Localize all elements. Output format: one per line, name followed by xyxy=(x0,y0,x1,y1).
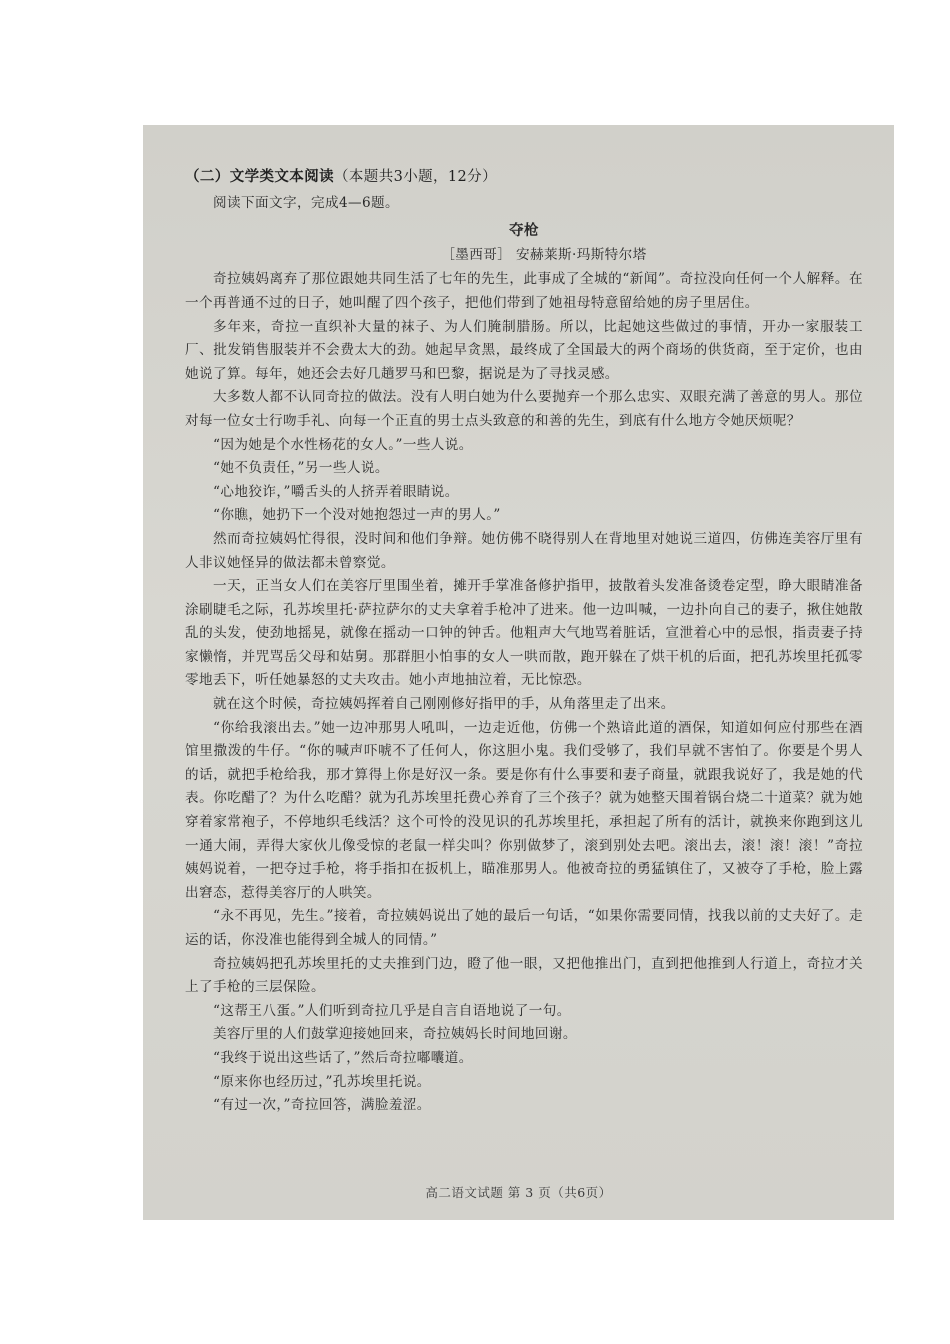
story-paragraph: 多年来，奇拉一直织补大量的袜子、为人们腌制腊肠。所以，比起她这些做过的事情，开办一家服装工厂、批发销售服装并不会费太大的劲。她起早贪黑，最终成了全国最大的两个商场的供货商，至于定价，也由她说了算。每年，她还会去好几趟罗马和巴黎，据说是为了寻找灵感。 xyxy=(185,318,863,382)
story-paragraph: 奇拉姨妈离弃了那位跟她共同生活了七年的先生，此事成了全城的“新闻”。奇拉没向任何一个人解释。在一个再普通不过的日子，她叫醒了四个孩子，把他们带到了她祖母特意留给她的房子里居住。 xyxy=(185,271,863,311)
reading-instruction: 阅读下面文字，完成4—6题。 xyxy=(213,194,400,211)
story-paragraph: 大多数人都不认同奇拉的做法。没有人明白她为什么要抛弃一个那么忠实、双眼充满了善意的男人。那位对每一位女士行吻手礼、向每一个正直的男士点头致意的和善的先生，到底有什么地方令她厌烦呢？ xyxy=(185,389,863,429)
section-note: （本题共3小题，12分） xyxy=(334,169,497,185)
story-ending-line: “我终于说出这些话了，”然后奇拉嘟囔道。 xyxy=(213,1049,473,1066)
story-paragraph: “心地狡诈，”嚼舌头的人挤弄着眼睛说。 xyxy=(213,483,459,500)
story-ending-line: “有过一次，”奇拉回答，满脸羞涩。 xyxy=(213,1097,431,1114)
story-author: ［墨西哥］ 安赫莱斯·玛斯特尔塔 xyxy=(441,246,647,263)
story-ending-line: “这帮王八蛋。”人们听到奇拉几乎是自言自语地说了一句。 xyxy=(213,1002,571,1019)
story-paragraph: 一天，正当女人们在美容厅里围坐着，摊开手掌准备修护指甲，披散着头发准备烫卷定型，睁大眼睛准备涂刷睫毛之际，孔苏埃里托·萨拉萨尔的丈夫拿着手枪冲了进来。他一边叫喊，一边扑向自己的妻子，揪住她散乱的头发，使劲地摇晃，就像在摇动一口钟的钟舌。他粗声大气地骂着脏话，宣泄着心中的忌恨，指责妻子持家懒惰，并咒骂岳父母和姑舅。那群胆小怕事的女人一哄而散，跑开躲在了烘干机的后面，把孔苏埃里托孤零零地丢下，听任她暴怒的丈夫攻击。她小声地抽泣着，无比惊恐。 xyxy=(185,578,863,689)
story-paragraph: “因为她是个水性杨花的女人。”一些人说。 xyxy=(213,436,473,453)
section-heading-text: （二）文学类文本阅读 xyxy=(185,168,334,185)
story-title: 夺枪 xyxy=(509,222,539,240)
story-paragraph: 就在这个时候，奇拉姨妈挥着自己刚刚修好指甲的手，从角落里走了出来。 xyxy=(213,696,675,713)
story-paragraph: “你给我滚出去。”她一边冲那男人吼叫，一边走近他，仿佛一个熟谙此道的酒保，知道如何应付那些在酒馆里撒泼的牛仔。“你的喊声吓唬不了任何人，你这胆小鬼。我们受够了，我们早就不害怕了。你要是个男人的话，就把手枪给我，那才算得上你是好汉一条。要是你有什么事要和妻子商量，就跟我说好了，我是她的代表。你吃醋了？为什么吃醋？就为孔苏埃里托费心养育了三个孩子？就为她整天围着锅台烧二十道菜？就为她穿着家常袍子，不停地织毛线活？这个可怜的没见识的孔苏埃里托，承担起了所有的活计，就换来你跑到这儿一通大闹，弄得大家伙儿像受惊的老鼠一样尖叫？你别做梦了，滚到别处去吧。滚出去，滚！滚！滚！”奇拉姨妈说着，一把夺过手枪，将手指扣在扳机上，瞄准那男人。他被奇拉的勇猛镇住了，又被夺了手枪，脸上露出窘态，惹得美容厅的人哄笑。 xyxy=(185,719,863,901)
story-paragraph: “永不再见，先生。”接着，奇拉姨妈说出了她的最后一句话，“如果你需要同情，找我以前的丈夫好了。走运的话，你没准也能得到全城人的同情。” xyxy=(185,908,863,948)
scanned-page xyxy=(143,125,894,1220)
story-paragraph: 奇拉姨妈把孔苏埃里托的丈夫推到门边，瞪了他一眼，又把他推出门，直到把他推到人行道上，奇拉才关上了手枪的三层保险。 xyxy=(185,955,863,996)
story-paragraph: “你瞧，她扔下一个没对她抱怨过一声的男人。” xyxy=(213,507,501,524)
story-paragraph: “她不负责任，”另一些人说。 xyxy=(213,460,389,477)
story-ending-line: “原来你也经历过，”孔苏埃里托说。 xyxy=(213,1073,431,1090)
story-paragraph: 然而奇拉姨妈忙得很，没时间和他们争辩。她仿佛不晓得别人在背地里对她说三道四，仿佛连美容厅里有人非议她怪异的做法都未曾察觉。 xyxy=(185,530,863,571)
page-content xyxy=(185,165,863,1118)
section-heading xyxy=(185,165,863,190)
page-footer: 高二语文试题 第 3 页（共6页） xyxy=(425,1185,612,1200)
story-ending-line: 美容厅里的人们鼓掌迎接她回来，奇拉姨妈长时间地回谢。 xyxy=(213,1026,577,1043)
